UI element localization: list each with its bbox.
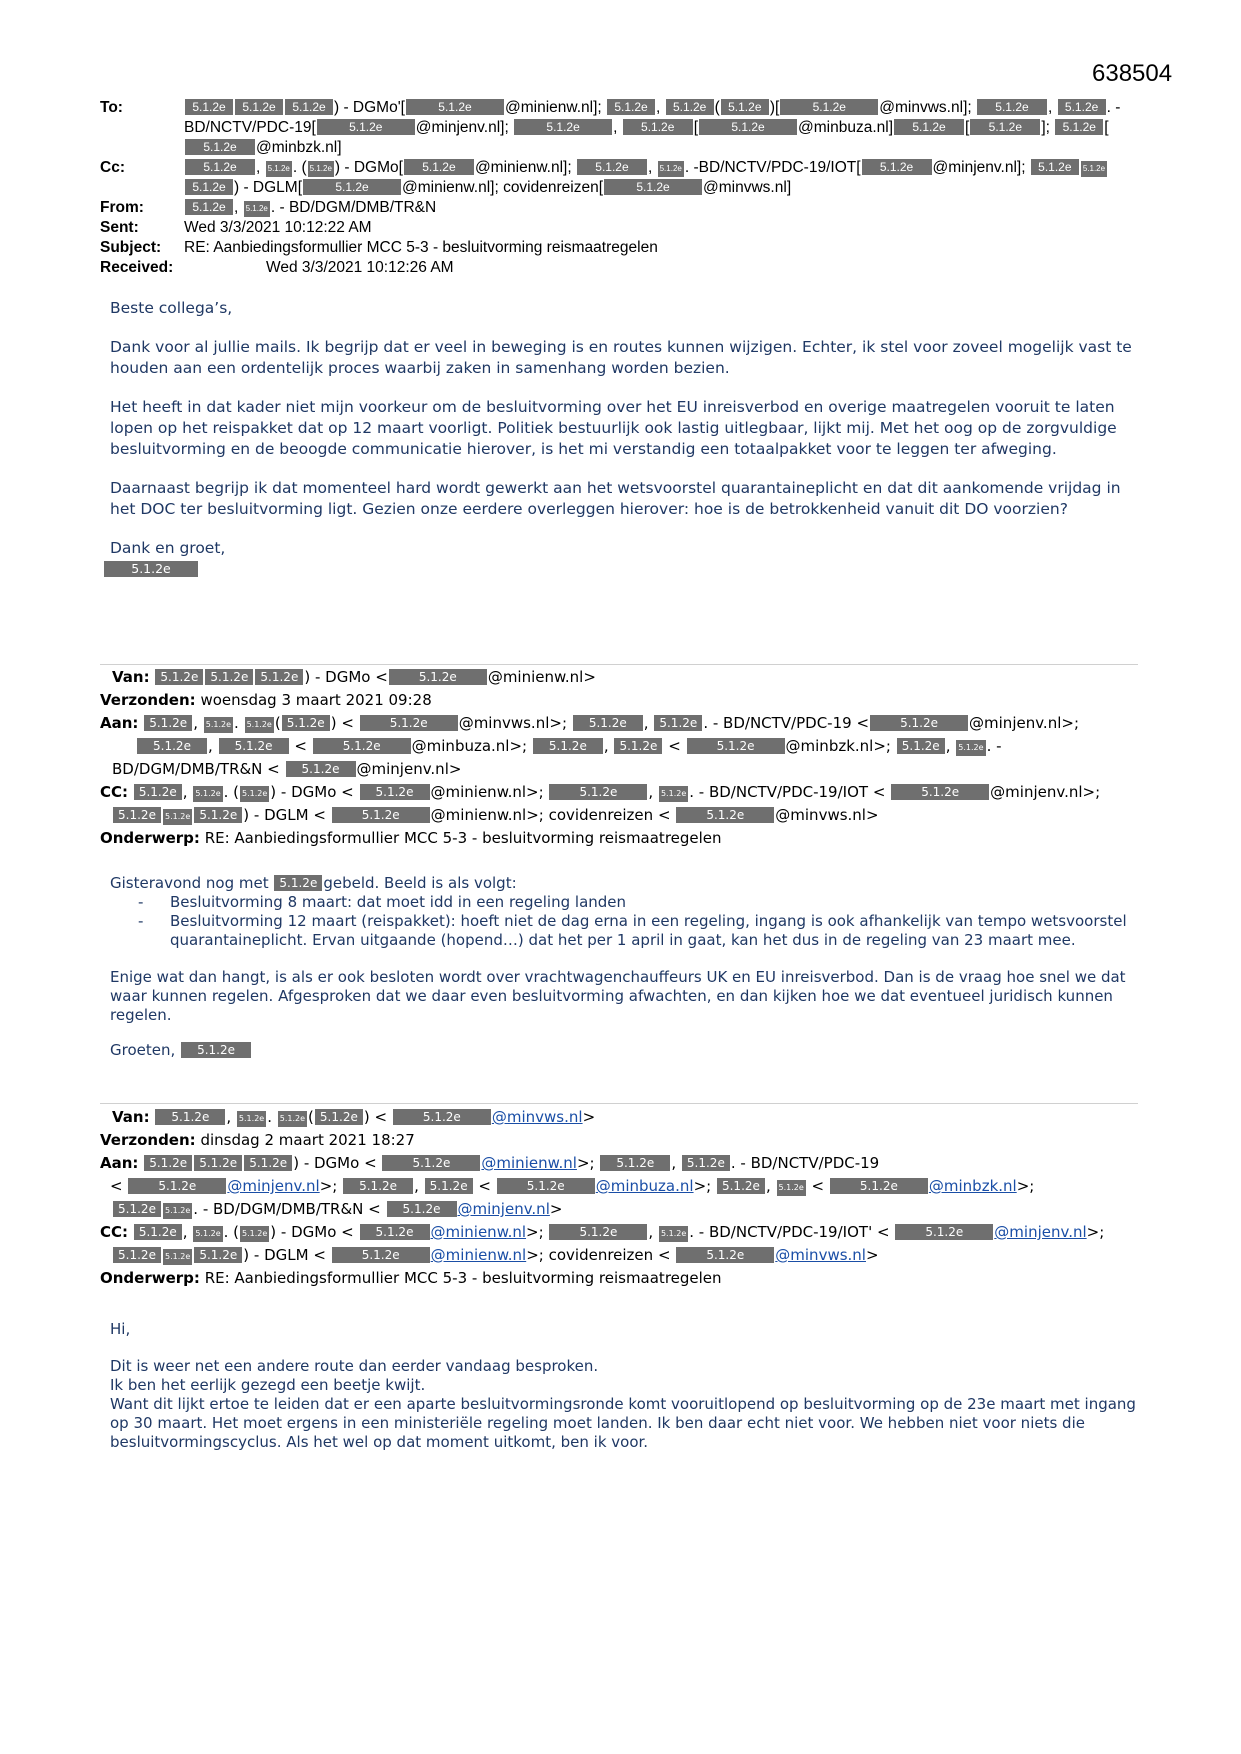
redaction: 5.1.2e (659, 786, 688, 802)
message-body-1 (110, 298, 1140, 580)
from-label: From: (100, 199, 144, 216)
subject-row (100, 238, 1140, 258)
redaction: 5.1.2e (604, 179, 702, 195)
redaction: 5.1.2e (607, 99, 655, 115)
redaction: 5.1.2e (577, 159, 647, 175)
sent-value: Wed 3/3/2021 10:12:22 AM (184, 219, 372, 236)
redaction: 5.1.2e (360, 715, 458, 731)
redaction: 5.1.2e (533, 738, 603, 754)
verzonden-row: Verzonden: dinsdag 2 maart 2021 18:27 (100, 1131, 415, 1149)
domain-text: @minienw.nl (474, 159, 564, 176)
domain-text: @minbuza.nl (798, 119, 889, 136)
redaction: 5.1.2e (654, 715, 702, 731)
message-3-header (100, 1106, 1140, 1290)
sent-label: Sent: (100, 219, 139, 236)
redaction: 5.1.2e (1058, 99, 1106, 115)
redaction: 5.1.2e (113, 1247, 161, 1263)
paragraph: Dank voor al jullie mails. Ik begrijp dat er veel in beweging is en routes kunnen wijzigen. Echter, ik stel voor zoveel mogelijk vast te houden aan een ordentelijk proces waarbij zaken in samenhang worden bezien. (110, 338, 1132, 377)
redaction: 5.1.2e (235, 99, 283, 115)
redaction: 5.1.2e (219, 738, 289, 754)
text-line: Want dit lijkt ertoe te leiden dat er een aparte besluitvormingsronde komt vooruitlopend op besluitvorming op de 23e maart met ingang op 30 maart. Het moet ergens in een ministeriële regeling moet landen. Ik ben daar echt niet voor. We hebben niet voor niets die besluitvormingscyclus. Als het wel op dat moment uitkomt, ben ik voor. (110, 1395, 1136, 1451)
redaction: 5.1.2e (185, 99, 233, 115)
redaction: 5.1.2e (286, 761, 356, 777)
redaction: 5.1.2e (658, 161, 684, 177)
redaction: 5.1.2e (194, 1247, 242, 1263)
closing: Dank en groet, 5.1.2e (110, 538, 1140, 580)
redaction: 5.1.2e (360, 1224, 430, 1240)
redaction: 5.1.2e (255, 669, 303, 685)
redaction: 5.1.2e (163, 1203, 192, 1219)
redaction: 5.1.2e (549, 784, 647, 800)
redaction: 5.1.2e (185, 139, 255, 155)
redaction: 5.1.2e (134, 784, 182, 800)
redaction: 5.1.2e (245, 717, 274, 733)
redaction: 5.1.2e (155, 669, 203, 685)
onderwerp-row: Onderwerp: RE: Aanbiedingsformullier MCC 5-3 - besluitvorming reismaatregelen (100, 1269, 722, 1287)
redaction: 5.1.2e (687, 738, 785, 754)
from-value: 5.1.2e , 5.1.2e . - BD/DGM/DMB/TR&N (184, 198, 1140, 218)
redaction: 5.1.2e (894, 119, 964, 135)
redaction: 5.1.2e (274, 875, 322, 891)
cc-row: CC: 5.1.2e , 5.1.2e . ( 5.1.2e ) - DGMo < 5.1.2e @minienw.nl>; 5.1.2e , 5.1.2e . - BD/NCTV/PDC-19/IOT < 5.1.2e @minjenv.nl>; 5.1.2e 5.1.2e 5.1.2e ) - DGLM < 5.1.2e @minienw.nl>; covidenreizen < 5.1.2e @minvws.nl> (100, 783, 1101, 824)
redaction: 5.1.2e (343, 1178, 413, 1194)
org-text: covidenreizen (503, 179, 599, 196)
redaction: 5.1.2e (303, 179, 401, 195)
greeting: Beste collega’s, (110, 299, 233, 317)
org-text: ) - DGMo[ (334, 159, 403, 176)
redaction: 5.1.2e (956, 740, 985, 756)
paragraph: Enige wat dan hangt, is als er ook besloten wordt over vrachtwagenchauffeurs UK en EU inreisverbod. Dan is de vraag hoe snel we dat waar kunnen regelen. Afgesproken dat we daar even besluitvorming afwachten, en dan kijken hoe we dat eventueel juridisch kunnen regelen. (110, 968, 1126, 1024)
redaction: 5.1.2e (676, 807, 774, 823)
org-text: ) - DGLM[ (234, 179, 303, 196)
redaction: 5.1.2e (406, 99, 504, 115)
redaction: 5.1.2e (285, 99, 333, 115)
aan-row: Aan: 5.1.2e 5.1.2e 5.1.2e ) - DGMo < 5.1.2e @minienw.nl>; 5.1.2e , 5.1.2e . - BD/NCTV/PDC-19 < 5.1.2e @minjenv.nl>; 5.1.2e , 5.1.2e < 5.1.2e @minbuza.nl>; 5.1.2e , 5.1.2e < 5.1.2e @minbzk.nl>; 5.1.2e 5.1.2e . - BD/DGM/DMB/TR&N < 5.1.2e @minjenv.nl> (100, 1154, 1035, 1218)
redaction: 5.1.2e (113, 807, 161, 823)
redaction: 5.1.2e (600, 1155, 670, 1171)
from-row (100, 198, 1140, 218)
sent-row (100, 218, 1140, 238)
domain-text: @minienw.nl (504, 99, 594, 116)
redaction: 5.1.2e (676, 1247, 774, 1263)
redaction: 5.1.2e (862, 159, 932, 175)
redaction: 5.1.2e (977, 99, 1047, 115)
message-2-header (100, 666, 1140, 850)
domain-text: @minvws.nl (703, 179, 787, 196)
redaction: 5.1.2e (699, 119, 797, 135)
redaction: 5.1.2e (497, 1178, 595, 1194)
redaction: 5.1.2e (163, 1249, 192, 1265)
paragraph: Daarnaast begrijp ik dat momenteel hard wordt gewerkt aan het wetsvoorstel quarantaineplicht en dat dit aankomende vrijdag in het DOC ter besluitvorming ligt. Gezien onze eerdere overleggen hierover: hoe is de betrokkenheid vanuit dit DO voorzien? (110, 479, 1121, 518)
redaction: 5.1.2e (313, 738, 411, 754)
received-row (100, 258, 1140, 278)
redaction: 5.1.2e (315, 1109, 363, 1125)
to-row (100, 98, 1140, 158)
domain-text: @minbzk.nl (256, 139, 338, 156)
closing: Groeten, 5.1.2e (110, 1041, 1140, 1060)
cc-label: Cc: (100, 159, 125, 176)
org-text: . -BD/NCTV/PDC-19/IOT[ (684, 159, 861, 176)
redaction: 5.1.2e (244, 201, 270, 217)
redaction: 5.1.2e (204, 717, 233, 733)
separator (100, 1103, 1138, 1104)
redaction: 5.1.2e (128, 1178, 226, 1194)
redaction: 5.1.2e (163, 809, 192, 825)
redaction: 5.1.2e (514, 119, 612, 135)
redaction: 5.1.2e (1031, 159, 1079, 175)
redaction: 5.1.2e (155, 1109, 225, 1125)
cc-value: 5.1.2e , 5.1.2e . ( 5.1.2e ) - DGMo[ 5.1.2e @minienw.nl]; 5.1.2e , 5.1.2e . -BD/NCTV/PDC-19/IOT[ 5.1.2e @minjenv.nl]; 5.1.2e 5.1.2e5.1.2e ) - DGLM[ 5.1.2e @minienw.nl]; covidenreizen[ 5.1.2e @minvws.nl] (184, 158, 1140, 198)
redaction: 5.1.2e (185, 179, 233, 195)
text-line: Ik ben het eerlijk gezegd een beetje kwijt. (110, 1376, 426, 1394)
to-value: 5.1.2e 5.1.2e 5.1.2e ) - DGMo'[ 5.1.2e @minienw.nl]; 5.1.2e , 5.1.2e ( 5.1.2e )[ 5.1.2e @minvws.nl]; 5.1.2e , 5.1.2e . - BD/NCTV/PDC-19[ 5.1.2e @minjenv.nl]; 5.1.2e , 5.1.2e [ 5.1.2e @minbuza.nl] 5.1.2e [ 5.1.2e ]; 5.1.2e [5.1.2e @minbzk.nl] (184, 99, 1121, 156)
org-text: ) - DGMo'[ (334, 99, 405, 116)
verzonden-row: Verzonden: woensdag 3 maart 2021 09:28 (100, 691, 432, 709)
redaction: 5.1.2e (193, 786, 222, 802)
greeting: Hi, (110, 1320, 131, 1338)
document-number: 638504 (1092, 60, 1173, 87)
domain-text: @minvws.nl (879, 99, 964, 116)
subject-value: RE: Aanbiedingsformullier MCC 5-3 - besluitvorming reismaatregelen (184, 239, 658, 256)
redaction: 5.1.2e (332, 1247, 430, 1263)
domain-text: @minjenv.nl (415, 119, 501, 136)
redaction: 5.1.2e (623, 119, 693, 135)
redaction: 5.1.2e (137, 738, 207, 754)
redaction: 5.1.2e (113, 1201, 161, 1217)
redaction: 5.1.2e (317, 119, 415, 135)
redaction: 5.1.2e (278, 1111, 307, 1127)
redaction: 5.1.2e (134, 1224, 182, 1240)
to-label: To: (100, 99, 123, 116)
redaction: 5.1.2e (382, 1155, 480, 1171)
list-item: - Besluitvorming 8 maart: dat moet idd in een regeling landen (170, 893, 1140, 912)
redaction: 5.1.2e (185, 159, 255, 175)
redaction: 5.1.2e (144, 1155, 192, 1171)
redaction: 5.1.2e (240, 786, 269, 802)
org-text: . - BD/DGM/DMB/TR&N (270, 199, 437, 216)
message-body-3 (110, 1320, 1140, 1452)
redaction: 5.1.2e (205, 669, 253, 685)
subject-label: Subject: (100, 239, 162, 256)
redaction: 5.1.2e (425, 1178, 473, 1194)
redaction: 5.1.2e (891, 784, 989, 800)
redaction: 5.1.2e (144, 715, 192, 731)
domain-text: @minienw.nl (402, 179, 491, 196)
redaction: 5.1.2e (777, 1180, 806, 1196)
redaction: 5.1.2e (666, 99, 714, 115)
redaction: 5.1.2e (240, 1226, 269, 1242)
redaction: 5.1.2e (393, 1109, 491, 1125)
redaction: 5.1.2e (573, 715, 643, 731)
redaction: 5.1.2e (193, 1226, 222, 1242)
redaction: 5.1.2e (185, 199, 233, 215)
redaction: 5.1.2e (721, 99, 769, 115)
list-item: - Besluitvorming 12 maart (reispakket): hoeft niet de dag erna in een regeling, ingang is ook afhankelijk van tempo wetsvoorstel quarantaineplicht. Ervan uitgaande (hopend…) dat het per 1 april in gaat, kan het dus in de regeling van 23 maart mee. (170, 912, 1140, 950)
redaction: 5.1.2e (614, 738, 662, 754)
received-label: Received: (100, 259, 174, 276)
separator (100, 664, 1138, 665)
redaction: 5.1.2e (870, 715, 968, 731)
van-row: Van: 5.1.2e 5.1.2e 5.1.2e ) - DGMo < 5.1.2e @minienw.nl> (112, 668, 596, 686)
domain-text: @minjenv.nl (932, 159, 1017, 176)
signature-redaction: 5.1.2e (104, 561, 198, 577)
intro-line: Gisteravond nog met 5.1.2e gebeld. Beeld is als volgt: (110, 874, 517, 892)
text-line: Dit is weer net een andere route dan eerder vandaag besproken. (110, 1357, 599, 1375)
aan-row: Aan: 5.1.2e , 5.1.2e . 5.1.2e ( 5.1.2e ) < 5.1.2e @minvws.nl>; 5.1.2e , 5.1.2e . - BD/NCTV/PDC-19 < 5.1.2e @minjenv.nl>; 5.1.2e , 5.1.2e < 5.1.2e @minbuza.nl>; 5.1.2e , 5.1.2e < 5.1.2e @minbzk.nl>; 5.1.2e , 5.1.2e . - BD/DGM/DMB/TR&N < 5.1.2e @minjenv.nl> (100, 714, 1079, 778)
van-row: Van: 5.1.2e , 5.1.2e . 5.1.2e ( 5.1.2e ) < 5.1.2e @minvws.nl> (112, 1108, 596, 1126)
cc-row: CC: 5.1.2e , 5.1.2e . ( 5.1.2e ) - DGMo < 5.1.2e @minienw.nl>; 5.1.2e , 5.1.2e . - BD/NCTV/PDC-19/IOT' < 5.1.2e @minjenv.nl>; 5.1.2e 5.1.2e 5.1.2e ) - DGLM < 5.1.2e @minienw.nl>; covidenreizen < 5.1.2e @minvws.nl> (100, 1223, 1105, 1264)
redaction: 5.1.2e (237, 1111, 266, 1127)
org-text: . - BD/NCTV/PDC-19 (184, 99, 1121, 136)
signature-redaction: 5.1.2e (181, 1042, 251, 1058)
redaction: 5.1.2e (780, 99, 878, 115)
redaction: 5.1.2e (332, 807, 430, 823)
redaction: 5.1.2e (659, 1226, 688, 1242)
bullet-list (110, 893, 1140, 950)
message-body-2 (110, 874, 1140, 1076)
redaction: 5.1.2e (389, 669, 487, 685)
redaction: 5.1.2e (717, 1178, 765, 1194)
paragraph (110, 1357, 1140, 1452)
redaction: 5.1.2e (404, 159, 474, 175)
redaction: 5.1.2e (970, 119, 1040, 135)
received-value: Wed 3/3/2021 10:12:26 AM (266, 259, 454, 276)
cc-row (100, 158, 1140, 198)
redaction: 5.1.2e (1081, 161, 1107, 177)
onderwerp-row: Onderwerp: RE: Aanbiedingsformullier MCC 5-3 - besluitvorming reismaatregelen (100, 829, 722, 847)
redaction: 5.1.2e (194, 1155, 242, 1171)
redaction: 5.1.2e (387, 1201, 457, 1217)
redaction: 5.1.2e (244, 1155, 292, 1171)
redaction: 5.1.2e (549, 1224, 647, 1240)
redaction: 5.1.2e (682, 1155, 730, 1171)
email-header (100, 98, 1140, 278)
redaction: 5.1.2e (360, 784, 430, 800)
redaction: 5.1.2e (282, 715, 330, 731)
redaction: 5.1.2e (830, 1178, 928, 1194)
redaction: 5.1.2e (266, 161, 292, 177)
redaction: 5.1.2e (194, 807, 242, 823)
redaction: 5.1.2e (1055, 119, 1103, 135)
redaction: 5.1.2e (308, 161, 334, 177)
redaction: 5.1.2e (895, 1224, 993, 1240)
paragraph: Het heeft in dat kader niet mijn voorkeur om de besluitvorming over het EU inreisverbod en overige maatregelen vooruit te laten lopen op het reispakket dat op 12 maart voorligt. Politiek bestuurlijk ook lastig uitlegbaar, lijkt mij. Met het oog op de zorgvuldige besluitvorming en de beoogde communicatie hierover, is het mi verstandig een totaalpakket voor te leggen ter afweging. (110, 398, 1117, 458)
redaction: 5.1.2e (897, 738, 945, 754)
